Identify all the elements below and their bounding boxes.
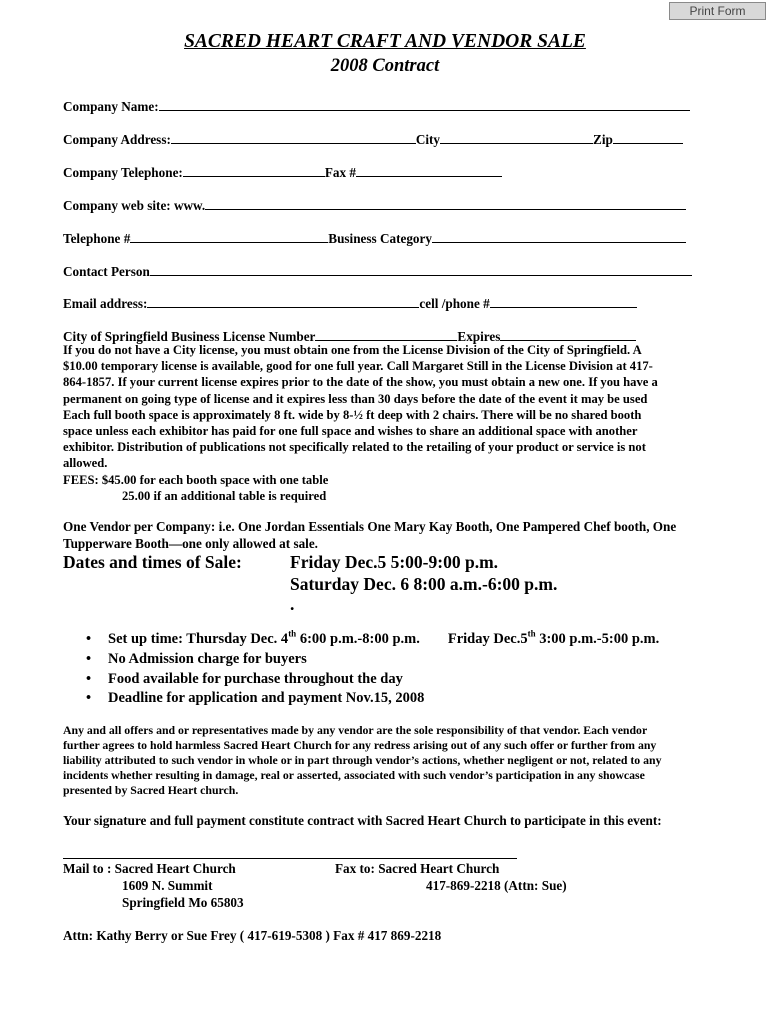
web-site-field[interactable] bbox=[205, 195, 686, 210]
signature-statement: Your signature and full payment constitute contract with Sacred Heart Church to participate in this event: bbox=[63, 813, 662, 828]
license-paragraph-line: exhibitor. Distribution of publications not specifically related to the retailing of your product or service is not bbox=[63, 440, 646, 455]
contact-person-field[interactable] bbox=[150, 261, 692, 276]
company-address-field[interactable] bbox=[171, 129, 416, 144]
license-paragraph bbox=[63, 342, 728, 504]
signature-line[interactable] bbox=[63, 858, 517, 859]
business-category-label: Business Category bbox=[328, 231, 432, 246]
deadline-text: Deadline for application and payment Nov.15, 2008 bbox=[108, 690, 425, 707]
city-label: City bbox=[415, 132, 441, 147]
cell-phone-field[interactable] bbox=[490, 293, 637, 308]
fax-field[interactable] bbox=[356, 162, 502, 177]
license-paragraph-line: space unless each exhibitor has paid for one full space and wishes to share an additional space with another bbox=[63, 424, 638, 439]
company-address-label: Company Address: bbox=[63, 132, 171, 147]
setup-time-sup: th bbox=[288, 628, 297, 639]
setup-time-item bbox=[86, 630, 659, 650]
one-vendor-line: Tupperware Booth—one only allowed at sale. bbox=[63, 536, 318, 551]
print-form-button[interactable]: Print Form bbox=[669, 2, 766, 20]
disclaimer-line: liability attributed to such vendor in whole or in part through vendor’s actions, whether negligent or not, related to any bbox=[63, 753, 662, 767]
business-category-field[interactable] bbox=[432, 228, 686, 243]
setup-time-friday: Friday Dec.5 bbox=[447, 631, 528, 647]
cell-phone-label: cell /phone # bbox=[419, 296, 490, 311]
company-telephone-field[interactable] bbox=[183, 162, 325, 177]
company-telephone-row bbox=[63, 162, 502, 181]
admission-text: No Admission charge for buyers bbox=[108, 650, 307, 667]
zip-label: Zip bbox=[593, 132, 613, 147]
web-site-row bbox=[63, 195, 686, 214]
fax-to-label: Fax to: Sacred Heart Church bbox=[335, 861, 500, 876]
fees-line: FEES: $45.00 for each booth space with one table bbox=[63, 472, 329, 487]
fax-to-number: 417-869-2218 (Attn: Sue) bbox=[426, 878, 567, 893]
fax-label: Fax # bbox=[324, 165, 356, 180]
expires-label: Expires bbox=[457, 329, 501, 344]
fees-line-additional: 25.00 if an additional table is required bbox=[122, 488, 327, 503]
disclaimer-line: presented by Sacred Heart church. bbox=[63, 783, 239, 797]
city-field[interactable] bbox=[440, 129, 593, 144]
license-number-label: City of Springfield Business License Number bbox=[63, 329, 316, 344]
dates-label: Dates and times of Sale: bbox=[63, 552, 242, 572]
web-site-label: Company web site: www. bbox=[63, 198, 206, 213]
email-field[interactable] bbox=[147, 293, 419, 308]
email-row bbox=[63, 293, 637, 312]
telephone-field[interactable] bbox=[130, 228, 328, 243]
disclaimer-line: further agrees to hold harmless Sacred Heart Church for any redress arising out of any such offer or further from any bbox=[63, 738, 657, 752]
company-name-label: Company Name: bbox=[63, 99, 159, 114]
info-bullet-list bbox=[86, 630, 659, 709]
food-item bbox=[86, 670, 659, 690]
one-vendor-paragraph bbox=[63, 518, 728, 552]
page-subtitle: 2008 Contract bbox=[330, 56, 440, 76]
mail-to-city: Springfield Mo 65803 bbox=[122, 895, 244, 910]
attn-line: Attn: Kathy Berry or Sue Frey ( 417-619-5308 ) Fax # 417 869-2218 bbox=[63, 928, 442, 943]
setup-time-text: Set up time: Thursday Dec. 4 bbox=[108, 631, 289, 647]
disclaimer-line: Any and all offers and or representatives made by any vendor are the sole responsibility of that vendor. Each vendor bbox=[63, 723, 648, 737]
license-paragraph-line: Each full booth space is approximately 8 ft. wide by 8-½ ft deep with 2 chairs. There will be no shared booth bbox=[63, 407, 642, 422]
license-paragraph-line: $10.00 temporary license is available, good for one full year. Call Margaret Still in the License Division at 417- bbox=[63, 359, 653, 374]
company-telephone-label: Company Telephone: bbox=[63, 165, 183, 180]
food-text: Food available for purchase throughout the day bbox=[108, 670, 403, 687]
company-name-row bbox=[63, 96, 690, 115]
company-name-field[interactable] bbox=[159, 96, 690, 111]
license-paragraph-line: permanent on going type of license and it expires less than 30 days before the date of the event it may be used bbox=[63, 391, 648, 406]
license-paragraph-line: allowed. bbox=[63, 456, 108, 471]
setup-time-friday-time: 3:00 p.m.-5:00 p.m. bbox=[535, 631, 660, 647]
license-number-field[interactable] bbox=[315, 326, 457, 341]
license-paragraph-line: If you do not have a City license, you must obtain one from the License Division of the City of Springfield. A bbox=[63, 343, 642, 357]
zip-field[interactable] bbox=[613, 129, 683, 144]
telephone-label: Telephone # bbox=[63, 231, 131, 246]
setup-time-thursday: 6:00 p.m.-8:00 p.m. bbox=[296, 631, 420, 647]
dates-friday: Friday Dec.5 5:00-9:00 p.m. bbox=[290, 552, 499, 572]
mail-to-label: Mail to : Sacred Heart Church bbox=[63, 861, 236, 876]
expires-field[interactable] bbox=[500, 326, 636, 341]
one-vendor-line: One Vendor per Company: i.e. One Jordan Essentials One Mary Kay Booth, One Pampered Chef booth, One bbox=[63, 519, 677, 534]
admission-item bbox=[86, 650, 659, 670]
telephone-row bbox=[63, 228, 686, 247]
dates-saturday: Saturday Dec. 6 8:00 a.m.-6:00 p.m. bbox=[290, 574, 558, 594]
mail-to-street: 1609 N. Summit bbox=[122, 878, 213, 893]
page-title: SACRED HEART CRAFT AND VENDOR SALE bbox=[184, 31, 586, 52]
disclaimer-paragraph bbox=[63, 723, 723, 798]
license-paragraph-line: 864-1857. If your current license expires prior to the date of the show, you must obtain a new one. If you have a bbox=[63, 375, 658, 390]
disclaimer-line: incidents whether resulting in damage, real or asserted, associated with such vendor’s participation in any showcase bbox=[63, 768, 645, 782]
company-address-row bbox=[63, 129, 683, 148]
dates-dot: . bbox=[290, 594, 295, 614]
contact-person-label: Contact Person bbox=[63, 264, 150, 279]
setup-friday-sup: th bbox=[527, 628, 536, 639]
contact-person-row bbox=[63, 261, 692, 280]
deadline-item bbox=[86, 689, 659, 709]
email-label: Email address: bbox=[63, 296, 148, 311]
